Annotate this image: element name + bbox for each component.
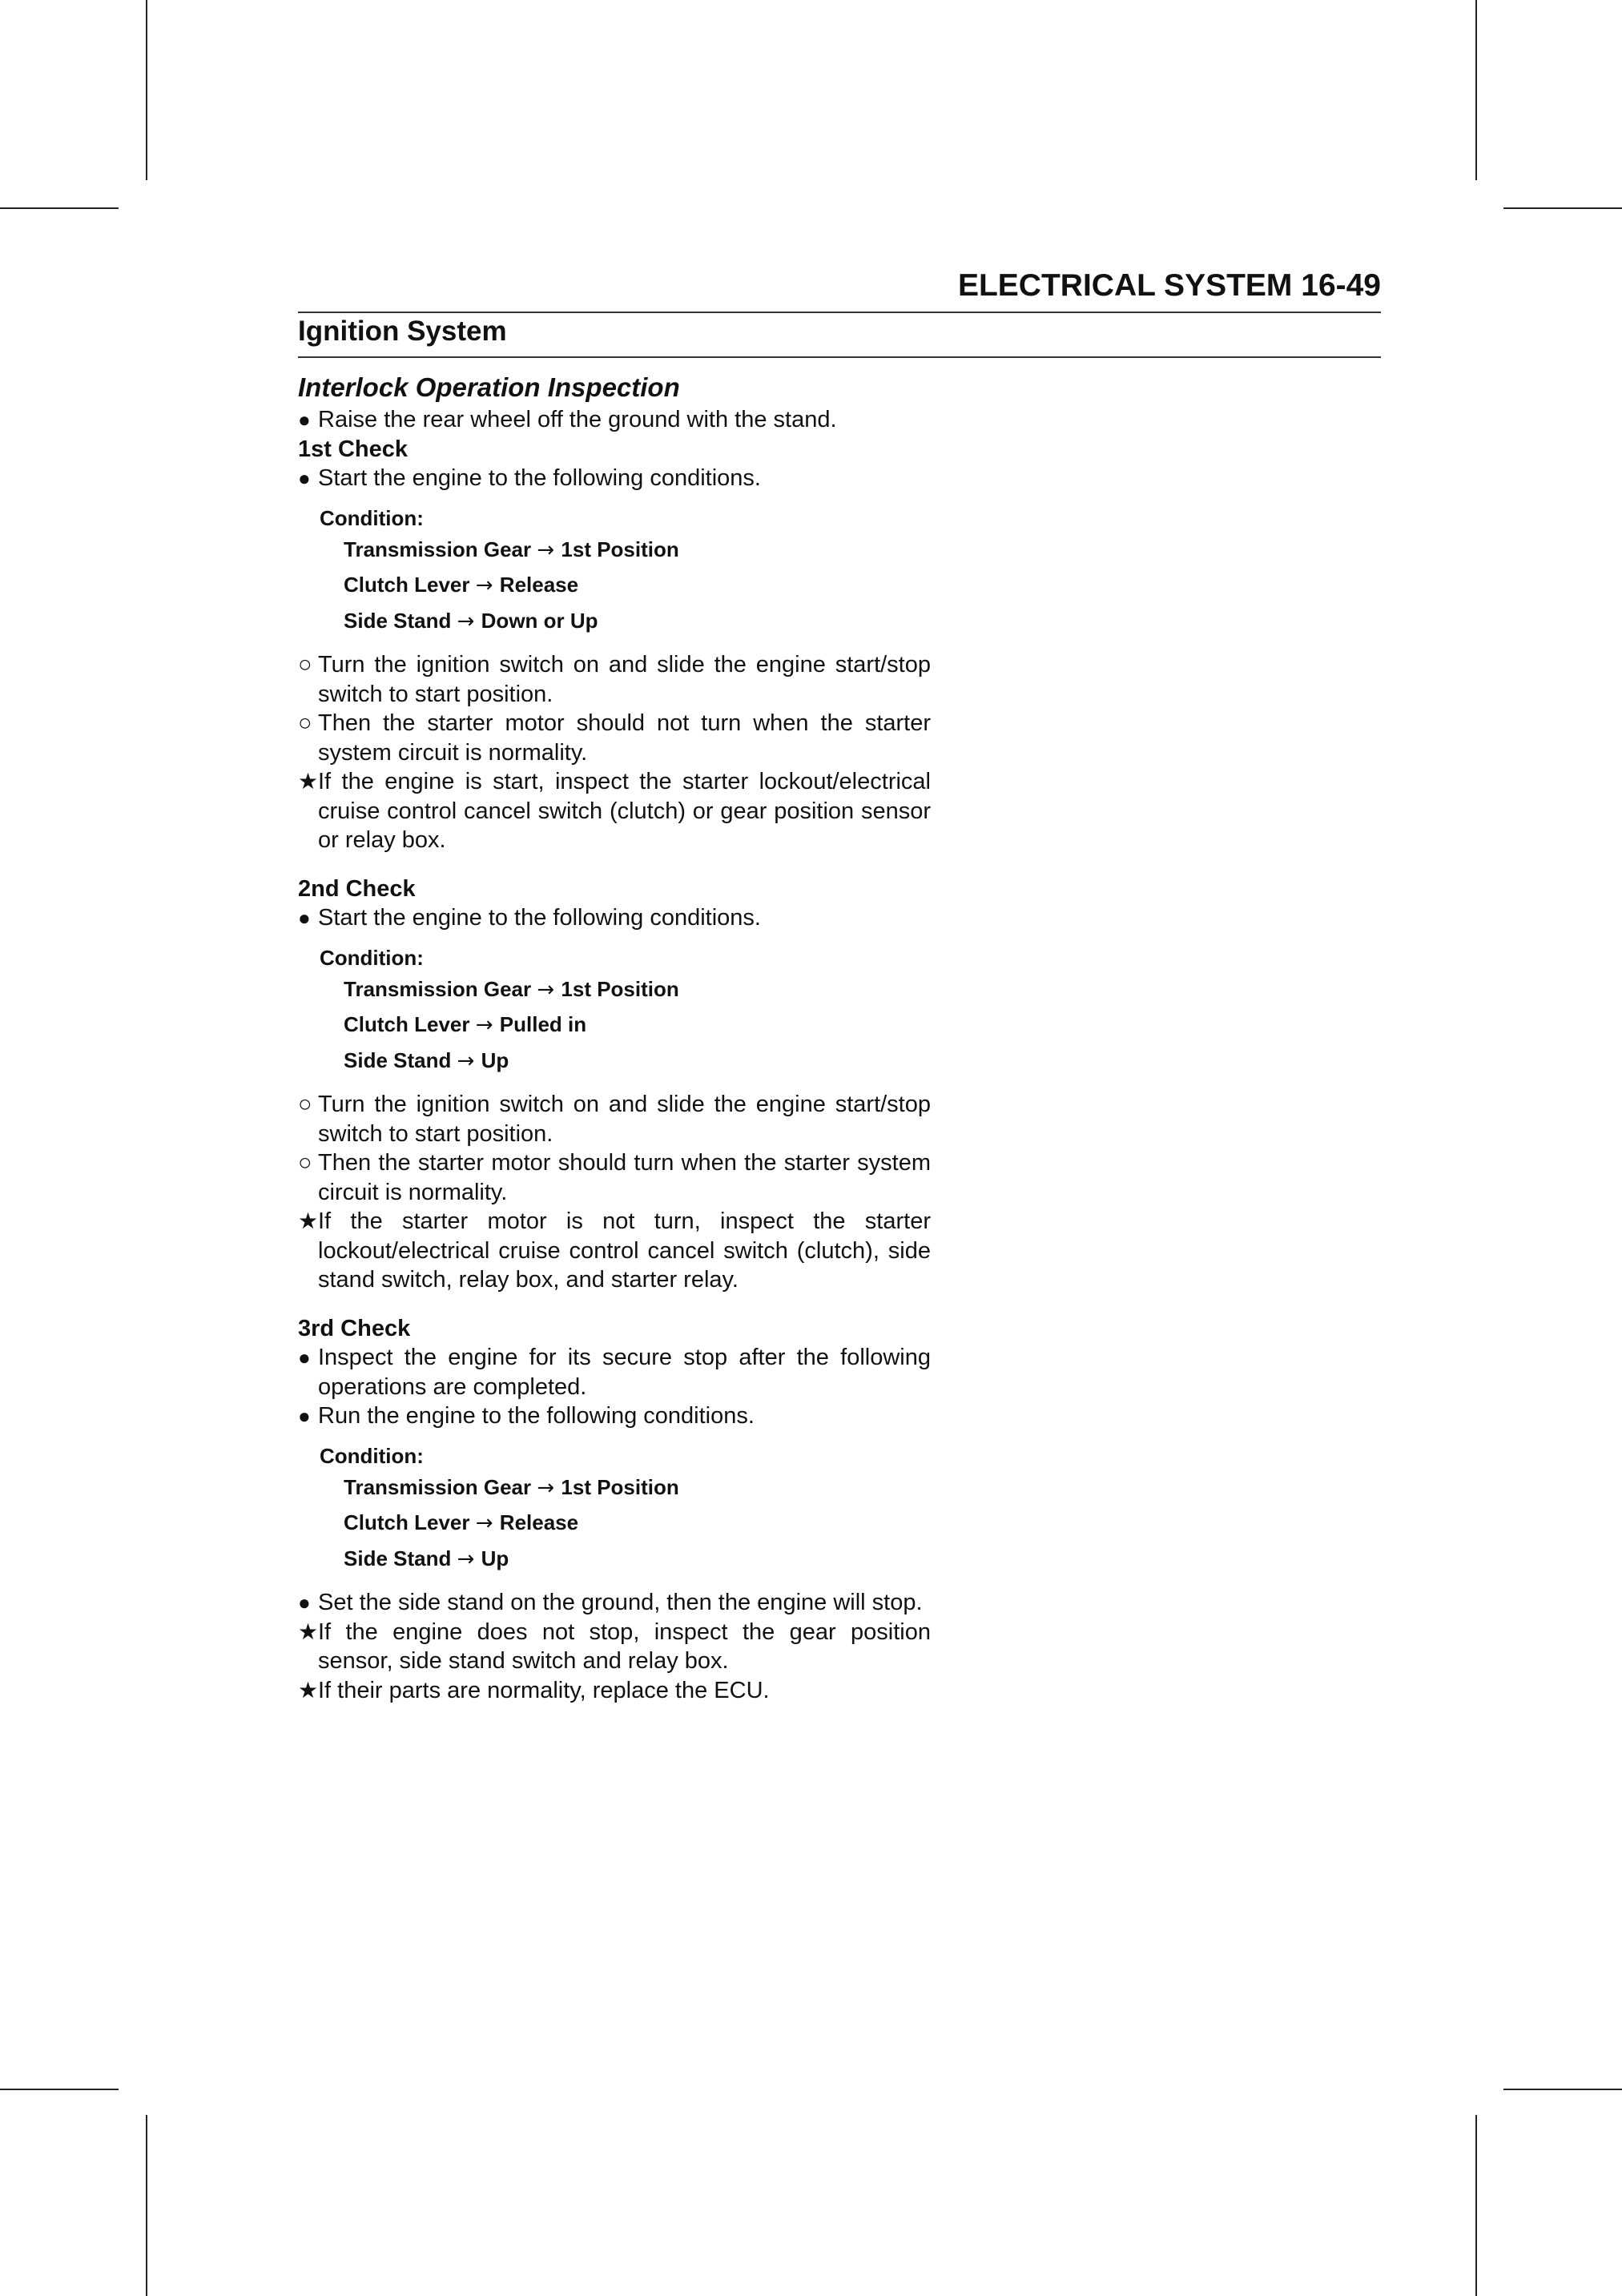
crop-mark-top-right-vertical [1475, 0, 1477, 180]
arrow-right-icon: → [475, 1013, 500, 1037]
item-text: Start the engine to the following conditions. [318, 465, 761, 491]
bullet-icon: ● [298, 906, 311, 930]
condition-value: Release [499, 1510, 579, 1534]
condition-row [344, 1542, 931, 1578]
star-icon: ★ [298, 1677, 319, 1703]
condition-row [344, 1043, 931, 1080]
check-title: 1st Check [298, 436, 409, 462]
item-text: Then the starter motor should not turn when the starter system circuit is normality. [318, 710, 931, 766]
condition-value: 1st Position [561, 537, 679, 561]
condition-block [320, 505, 931, 640]
list-item [298, 767, 931, 855]
condition-value: Down or Up [481, 608, 598, 633]
bullet-icon: ● [298, 466, 311, 490]
item-text: Set the side stand on the ground, then the engine will stop. [318, 1590, 923, 1615]
list-item [298, 1401, 931, 1431]
item-text: If their parts are normality, replace the ECU. [318, 1677, 770, 1703]
item-text: If the engine is start, inspect the starter lockout/electrical cruise control cancel switch (clutch) or gear position sensor or relay box. [318, 769, 931, 853]
crop-mark-bottom-left-horizontal [0, 2089, 119, 2090]
condition-key: Clutch Lever [344, 1012, 470, 1036]
list-item [298, 709, 931, 767]
check-title: 3rd Check [298, 1315, 411, 1341]
condition-row [344, 568, 931, 604]
item-text: If the starter motor is not turn, inspect the starter lockout/electrical cruise control cancel switch (clutch), side stand switch, relay box, and starter relay. [318, 1208, 931, 1293]
bullet-icon: ● [298, 1404, 311, 1428]
crop-mark-bottom-right-horizontal [1503, 2089, 1622, 2090]
bullet-icon: ● [298, 1590, 311, 1614]
list-item [298, 1207, 931, 1295]
list-item [298, 1343, 931, 1401]
subsection-title: Interlock Operation Inspection [298, 372, 680, 402]
condition-key: Side Stand [344, 1546, 452, 1570]
arrow-right-icon: → [457, 1546, 481, 1571]
star-icon: ★ [298, 1208, 319, 1233]
condition-block [320, 944, 931, 1080]
circle-icon: ○ [298, 710, 312, 736]
list-item [298, 405, 931, 435]
crop-mark-top-left-horizontal [0, 207, 119, 209]
list-item [298, 1148, 931, 1207]
condition-label: Condition: [320, 945, 424, 970]
item-text: Turn the ignition switch on and slide the engine start/stop switch to start position. [318, 652, 931, 707]
circle-icon: ○ [298, 1092, 312, 1117]
page-header: ELECTRICAL SYSTEM 16-49 [957, 268, 1381, 303]
condition-key: Clutch Lever [344, 1510, 470, 1534]
crop-mark-bottom-left-vertical [146, 2115, 147, 2296]
condition-value: 1st Position [561, 976, 679, 1001]
condition-row [344, 1506, 931, 1542]
condition-label: Condition: [320, 505, 424, 530]
list-item [298, 1588, 931, 1618]
crop-mark-top-right-horizontal [1503, 207, 1622, 209]
condition-value: Release [499, 573, 579, 597]
arrow-right-icon: → [475, 573, 500, 597]
check-title: 2nd Check [298, 875, 416, 902]
condition-key: Transmission Gear [344, 537, 532, 561]
item-text: Inspect the engine for its secure stop after the following operations are completed. [318, 1345, 931, 1400]
bullet-icon: ● [298, 408, 311, 432]
list-item [298, 1090, 931, 1148]
item-text: Run the engine to the following conditions. [318, 1403, 755, 1429]
condition-value: Up [481, 1047, 509, 1072]
crop-mark-top-left-vertical [146, 0, 147, 180]
condition-key: Side Stand [344, 608, 452, 633]
section-title: Ignition System [298, 316, 507, 347]
list-item [298, 650, 931, 709]
item-text: If the engine does not stop, inspect the gear position sensor, side stand switch and relay box. [318, 1618, 931, 1674]
list-item [298, 1618, 931, 1676]
section-rule [298, 356, 1381, 358]
arrow-right-icon: → [537, 977, 561, 1002]
arrow-right-icon: → [457, 1048, 481, 1073]
item-text: Start the engine to the following conditions. [318, 905, 761, 931]
condition-row [344, 972, 931, 1008]
condition-row [344, 533, 931, 569]
star-icon: ★ [298, 1618, 319, 1644]
list-item [298, 903, 931, 933]
arrow-right-icon: → [457, 609, 481, 633]
condition-key: Clutch Lever [344, 573, 470, 597]
condition-key: Transmission Gear [344, 976, 532, 1001]
item-text: Turn the ignition switch on and slide the engine start/stop switch to start position. [318, 1092, 931, 1147]
condition-key: Transmission Gear [344, 1474, 532, 1499]
item-text: Raise the rear wheel off the ground with the stand. [318, 407, 837, 432]
condition-label: Condition: [320, 1443, 424, 1468]
condition-row [344, 1007, 931, 1043]
circle-icon: ○ [298, 652, 312, 678]
arrow-right-icon: → [475, 1511, 500, 1535]
condition-value: 1st Position [561, 1474, 679, 1499]
condition-key: Side Stand [344, 1047, 452, 1072]
document-body [298, 370, 931, 1705]
circle-icon: ○ [298, 1150, 312, 1176]
list-item [298, 464, 931, 493]
crop-mark-bottom-right-vertical [1475, 2115, 1477, 2296]
condition-value: Pulled in [499, 1012, 587, 1036]
condition-row [344, 1470, 931, 1506]
condition-row [344, 604, 931, 640]
star-icon: ★ [298, 769, 319, 794]
arrow-right-icon: → [537, 1475, 561, 1500]
item-text: Then the starter motor should turn when the starter system circuit is normality. [318, 1150, 931, 1205]
condition-value: Up [481, 1546, 509, 1570]
arrow-right-icon: → [537, 537, 561, 562]
bullet-icon: ● [298, 1345, 311, 1369]
list-item [298, 1676, 931, 1706]
condition-block [320, 1442, 931, 1578]
